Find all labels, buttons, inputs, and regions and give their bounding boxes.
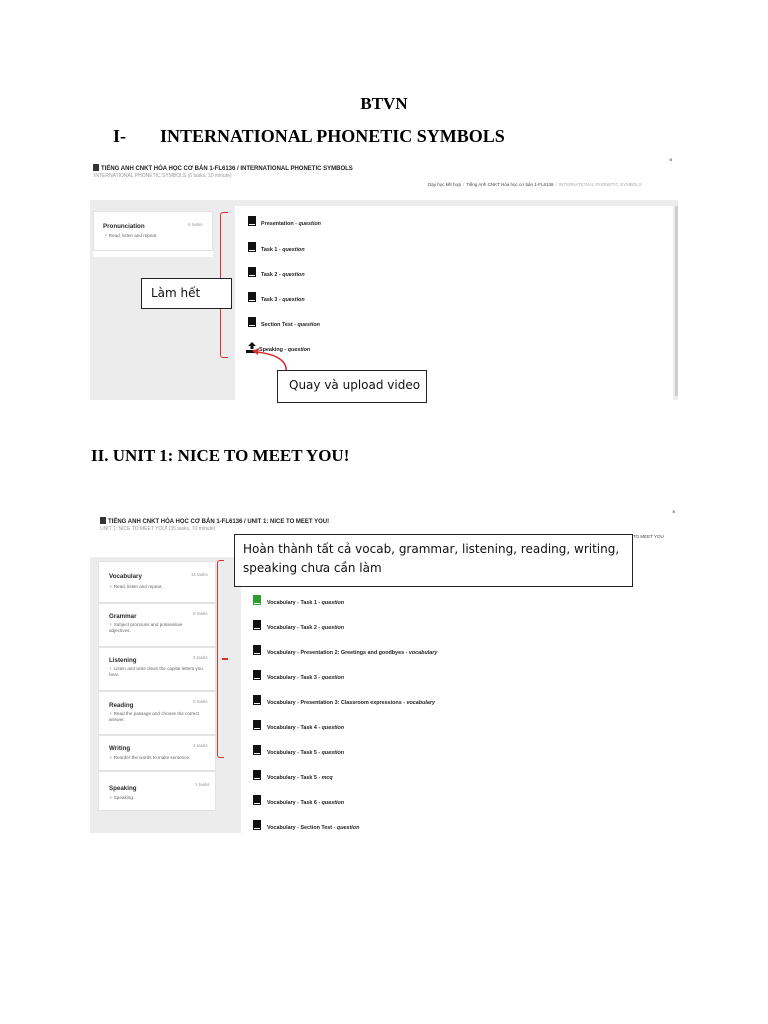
breadcrumb: Dạy học kết hợp / Tiếng Anh CNKT Hóa học cơ bản 1-FL6136 / INTERNATIONAL PHONETIC SYMBOLS: [428, 182, 642, 187]
book-icon: [253, 620, 261, 630]
task-label: Vocabulary - Task 1 - question: [267, 600, 345, 606]
course-title: TIẾNG ANH CNKT HÓA HỌC CƠ BẢN 1-FL6136 / INTERNATIONAL PHONETIC SYMBOLS: [93, 164, 353, 172]
book-icon: [253, 670, 261, 680]
book-icon: [253, 695, 261, 705]
book-icon: [248, 317, 256, 327]
sidebar-item-label: Vocabulary: [109, 573, 142, 580]
book-icon: [253, 770, 261, 780]
task-count: 11 tasks: [191, 572, 208, 577]
task-count: 6 tasks: [193, 655, 208, 660]
sidebar-item-label: Grammar: [109, 613, 137, 620]
course-subtitle: INTERNATIONAL PHONETIC SYMBOLS (6 tasks, 10 minute): [94, 173, 232, 179]
sidebar-item-desc: ♀ Read the passage and choose the correct answer.: [109, 711, 200, 722]
close-icon[interactable]: ×: [672, 510, 676, 516]
scrollbar[interactable]: [675, 206, 678, 396]
breadcrumb-home[interactable]: Dạy học kết hợp: [428, 182, 461, 187]
task-label: Task 2 - question: [261, 272, 305, 278]
document-icon: [100, 517, 106, 524]
bracket-point: [222, 658, 228, 660]
close-icon[interactable]: ×: [669, 158, 673, 164]
sidebar-item-label: Speaking: [109, 785, 137, 792]
sidebar-item-reading[interactable]: [98, 691, 216, 735]
task-label: Section Test - question: [261, 322, 320, 328]
sidebar-item-desc: ♀ Listen and write down the capital letters you hear.: [109, 666, 203, 677]
course-header: [90, 158, 678, 200]
sidebar-gap: [93, 251, 213, 257]
course-subtitle: UNIT 1: NICE TO MEET YOU! (35 tasks, 70 minute): [100, 526, 216, 532]
book-icon: [253, 745, 261, 755]
sidebar-item-label: Pronunciation: [103, 223, 145, 230]
sidebar-item-grammar[interactable]: [98, 603, 216, 647]
sidebar-item-desc: ♀ Read, listen and repeat.: [109, 584, 163, 589]
sidebar-item-pronunciation[interactable]: [93, 211, 213, 251]
task-count: 6 tasks: [188, 222, 203, 227]
task-label: Speaking - question: [259, 347, 311, 353]
sidebar-item-desc: ♀ Speaking.: [109, 795, 135, 800]
sidebar-item-label: Reading: [109, 702, 134, 709]
task-label: Vocabulary - Section Test - question: [267, 825, 360, 831]
sidebar-item-desc: ♀ Reorder the words to make sentence.: [109, 755, 191, 760]
task-label: Vocabulary - Task 3 - question: [267, 675, 345, 681]
breadcrumb-current: TO MEET YOU: [633, 534, 664, 539]
book-icon: [248, 216, 256, 226]
course-title: TIẾNG ANH CNKT HÓA HỌC CƠ BẢN 1-FL6136 / UNIT 1: NICE TO MEET YOU!: [100, 517, 329, 525]
book-icon: [248, 292, 256, 302]
sidebar-item-listening[interactable]: [98, 647, 216, 691]
task-label: Vocabulary - Task 2 - question: [267, 625, 345, 631]
sidebar-item-writing[interactable]: [98, 735, 216, 771]
task-label: Task 3 - question: [261, 297, 305, 303]
section2-title: II. UNIT 1: NICE TO MEET YOU!: [91, 446, 350, 465]
book-icon: [253, 820, 261, 830]
task-count: 4 tasks: [193, 743, 208, 748]
sidebar-item-desc: ♀ Subject pronouns and possessive adjectives.: [109, 622, 183, 633]
sidebar-item-vocabulary[interactable]: [98, 561, 216, 603]
book-icon: [253, 595, 261, 605]
book-icon: [253, 720, 261, 730]
task-label: Vocabulary - Task 5 - question: [267, 750, 345, 756]
breadcrumb-current: INTERNATIONAL PHONETIC SYMBOLS: [558, 182, 642, 187]
book-icon: [248, 267, 256, 277]
section1-number: I-: [113, 126, 126, 146]
book-icon: [253, 795, 261, 805]
task-count: 8 tasks: [193, 611, 208, 616]
task-count: 5 tasks: [193, 699, 208, 704]
task-label: Vocabulary - Task 5 - mcq: [267, 775, 333, 781]
document-icon: [93, 164, 99, 171]
sidebar-item-label: Listening: [109, 657, 137, 664]
sidebar-item-speaking[interactable]: [98, 771, 216, 811]
task-label: Task 1 - question: [261, 247, 305, 253]
task-label: Presentation - question: [261, 221, 321, 227]
task-label: Vocabulary - Task 4 - question: [267, 725, 345, 731]
book-icon: [248, 242, 256, 252]
section1-title: INTERNATIONAL PHONETIC SYMBOLS: [160, 126, 505, 146]
book-icon: [253, 645, 261, 655]
callout-done-all: Làm hết: [141, 278, 232, 309]
task-label: Vocabulary - Presentation 3: Classroom expressions - vocabulary: [267, 700, 435, 706]
task-label: Vocabulary - Task 6 - question: [267, 800, 345, 806]
task-count: 1 tasks: [195, 782, 210, 787]
callout-upload-video: Quay và upload video: [277, 370, 427, 403]
doc-title: BTVN: [360, 94, 408, 113]
breadcrumb-course[interactable]: Tiếng Anh CNKT Hóa học cơ bản 1-FL6136: [466, 182, 554, 187]
task-label: Vocabulary - Presentation 2: Greetings and goodbyes - vocabulary: [267, 650, 438, 656]
callout-complete-all: Hoàn thành tất cả vocab, grammar, listening, reading, writing, speaking chưa cần làm: [234, 534, 633, 587]
sidebar-item-label: Writing: [109, 745, 131, 752]
task-list: [241, 557, 678, 833]
sidebar-item-desc: ♀ Read, listen and repeat.: [104, 233, 158, 238]
